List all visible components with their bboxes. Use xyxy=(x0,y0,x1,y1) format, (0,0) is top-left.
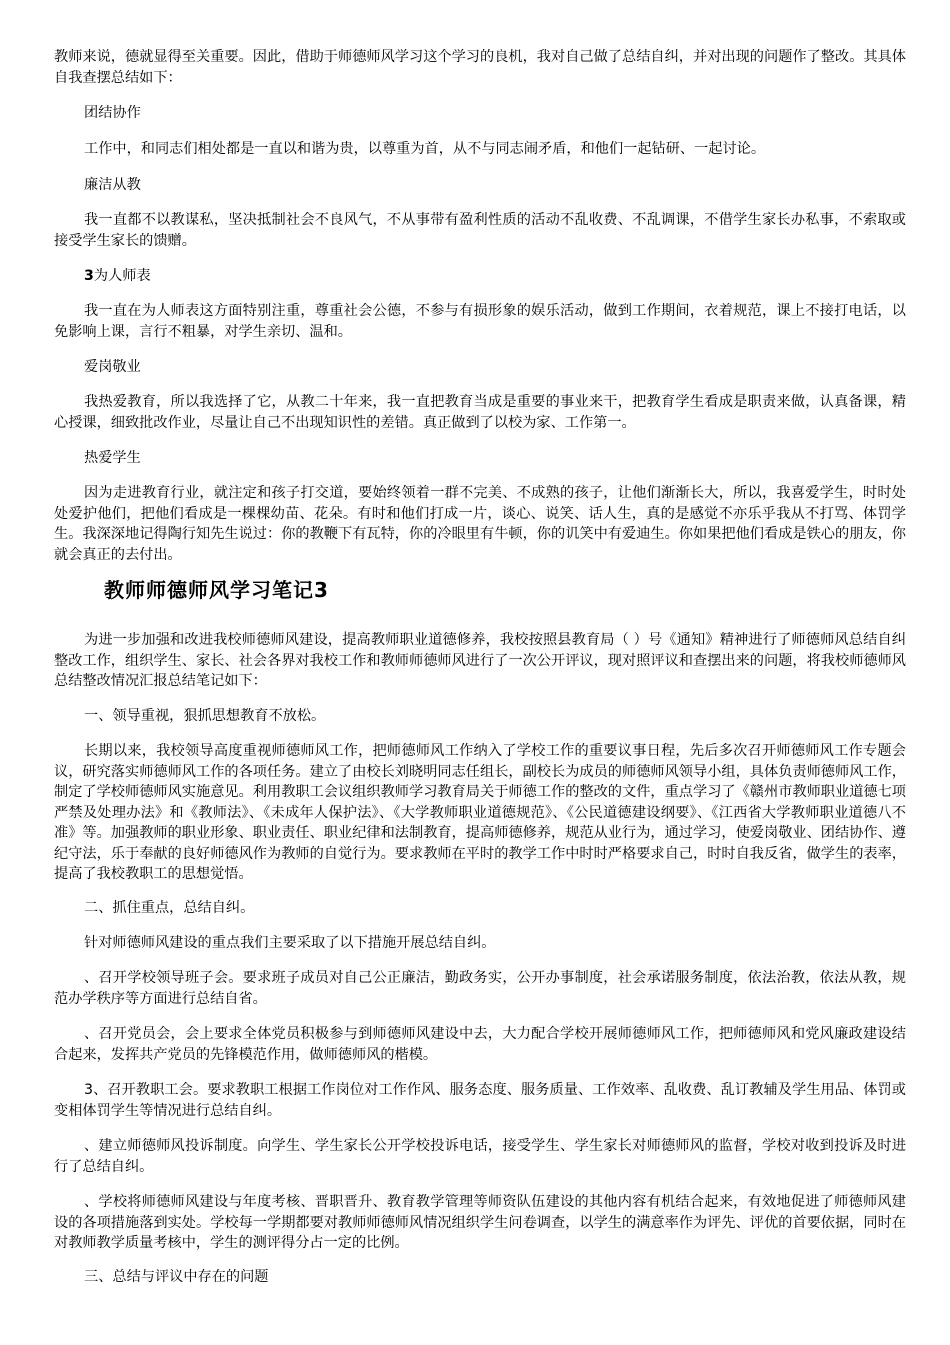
intro-paragraph: 教师来说，德就显得至关重要。因此，借助于师德师风学习这个学习的良机，我对自己做了总结自纠，并对出现的问题作了整改。其具体自我查摆总结如下： xyxy=(54,49,906,86)
report-paragraph-leadership: 长期以来，我校领导高度重视师德师风工作，把师德师风工作纳入了学校工作的重要议事日程，先后多次召开师德师风工作专题会议，研究落实师德师风工作的各项任务。建立了由校长刘晓明同志任组长，副校长为成员的师德师风领导小组，具体负责师德师风工作，制定了学校师德师风实施意见。利用教职工会议组织教师学习教育局关于师德工作的整改的文件，重点学习了《赣州市教师职业道德七项严禁及处理办法》和《教师法》、《未成年人保护法》、《大学教师职业道德规范》、《公民道德建设纲要》、《江西省大学教师职业道德八不准》等。加强教师的职业形象、职业责任、职业纪律和法制教育，提高师德修养，规范从业行为，通过学习，使爱岗敬业、团结协作、遵纪守法，乐于奉献的良好师德风作为教师的自觉行为。要求教师在平时的教学工作中时时严格要求自己，时时自我反省，做学生的表率，提高了我校教职工的思想觉悟。 xyxy=(54,743,906,882)
section-body-5: 因为走进教育行业，就注定和孩子打交道，要始终领着一群不完美、不成熟的孩子，让他们渐渐长大，所以，我喜爱学生，时时处处爱护他们，把他们看成是一棵棵幼苗、花朵。有时和他们打成一片，谈心、说笑、话人生，真的是感觉不亦乐乎我从不打骂、体罚学生。我深深地记得陶行知先生说过：你的教鞭下有瓦特，你的冷眼里有牛顿，你的讥笑中有爱迪生。你如果把他们看成是铁心的朋友，你就会真正的去付出。 xyxy=(54,485,906,563)
report-paragraph-intro: 为进一步加强和改进我校师德师风建设，提高教师职业道德修养，我校按照县教育局（ ）号《通知》精神进行了师德师风总结自纠整改工作，组织学生、家长、社会各界对我校工作和教师师德师风进行了一次公开评议，现对照评议和查摆出来的问题，将我校师德师风总结整改情况汇报总结笔记如下： xyxy=(54,632,906,689)
section-heading-4 xyxy=(84,357,906,378)
measure-item-5: 、学校将师德师风建设与年度考核、晋职晋升、教育教学管理等师资队伍建设的其他内容有机结合起来，有效地促进了师德师风建设的各项措施落到实处。学校每一学期都要对教师师德师风情况组织学生问卷调查，以学生的满意率作为评先、评优的首要依据，同时在对教师教学质量考核中，学生的测评得分占一定的比例。 xyxy=(54,1194,906,1251)
measure-item-1: 、召开学校领导班子会。要求班子成员对自己公正廉洁，勤政务实，公开办事制度，社会承诺服务制度，依法治教，依法从教，规范办学秩序等方面进行总结自省。 xyxy=(54,970,906,1007)
section-body-2: 我一直都不以教谋私，坚决抵制社会不良风气，不从事带有盈利性质的活动不乱收费、不乱调课，不借学生家长办私事，不索取或接受学生家长的馈赠。 xyxy=(54,212,906,249)
report-paragraph-measures: 针对师德师风建设的重点我们主要采取了以下措施开展总结自纠。 xyxy=(84,935,496,951)
section-heading-5-text: 热爱学生 xyxy=(84,450,141,466)
document-title: 教师师德师风学习笔记3 xyxy=(104,578,329,602)
measure-item-3: 3、召开教职工会。要求教职工根据工作岗位对工作作风、服务态度、服务质量、工作效率、乱收费、乱订教辅及学生用品、体罚或变相体罚学生等情况进行总结自纠。 xyxy=(54,1082,906,1119)
section-heading-4-text: 爱岗敬业 xyxy=(84,359,141,375)
section-heading-1-text: 团结协作 xyxy=(84,105,141,121)
section-heading-5 xyxy=(84,448,906,469)
section-heading-3-marker: 3 xyxy=(84,268,94,284)
measure-item-2: 、召开党员会，会上要求全体党员积极参与到师德师风建设中去，大力配合学校开展师德师风工作，把师德师风和党风廉政建设结合起来，发挥共产党员的先锋模范作用，做师德师风的楷模。 xyxy=(54,1026,906,1063)
section-body-1: 工作中，和同志们相处都是一直以和谐为贵，以尊重为首，从不与同志闹矛盾，和他们一起钻研、一起讨论。 xyxy=(84,141,766,157)
section-heading-1 xyxy=(84,103,906,124)
heading-leadership: 一、领导重视，狠抓思想教育不放松。 xyxy=(84,708,326,724)
measure-item-4: 、建立师德师风投诉制度。向学生、学生家长公开学校投诉电话，接受学生、学生家长对师德师风的监督，学校对收到投诉及时进行了总结自纠。 xyxy=(54,1138,906,1175)
section-heading-2 xyxy=(84,175,906,196)
section-heading-2-text: 廉洁从教 xyxy=(84,177,141,193)
section-body-3: 我一直在为人师表这方面特别注重，尊重社会公德，不参与有损形象的娱乐活动，做到工作期间，衣着规范，课上不接打电话，以免影响上课，言行不粗暴，对学生亲切、温和。 xyxy=(54,303,906,340)
section-body-4: 我热爱教育，所以我选择了它，从教二十年来，我一直把教育当成是重要的事业来干，把教育学生看成是职责来做，认真备课，精心授课，细致批改作业，尽量让自己不出现知识性的差错。真正做到了以校为家、工作第一。 xyxy=(54,394,906,431)
section-heading-3-text: 为人师表 xyxy=(93,268,151,284)
section-heading-3 xyxy=(84,266,906,287)
heading-key-points: 二、抓住重点，总结自纠。 xyxy=(84,900,255,916)
heading-problems: 三、总结与评议中存在的问题 xyxy=(84,1269,269,1285)
